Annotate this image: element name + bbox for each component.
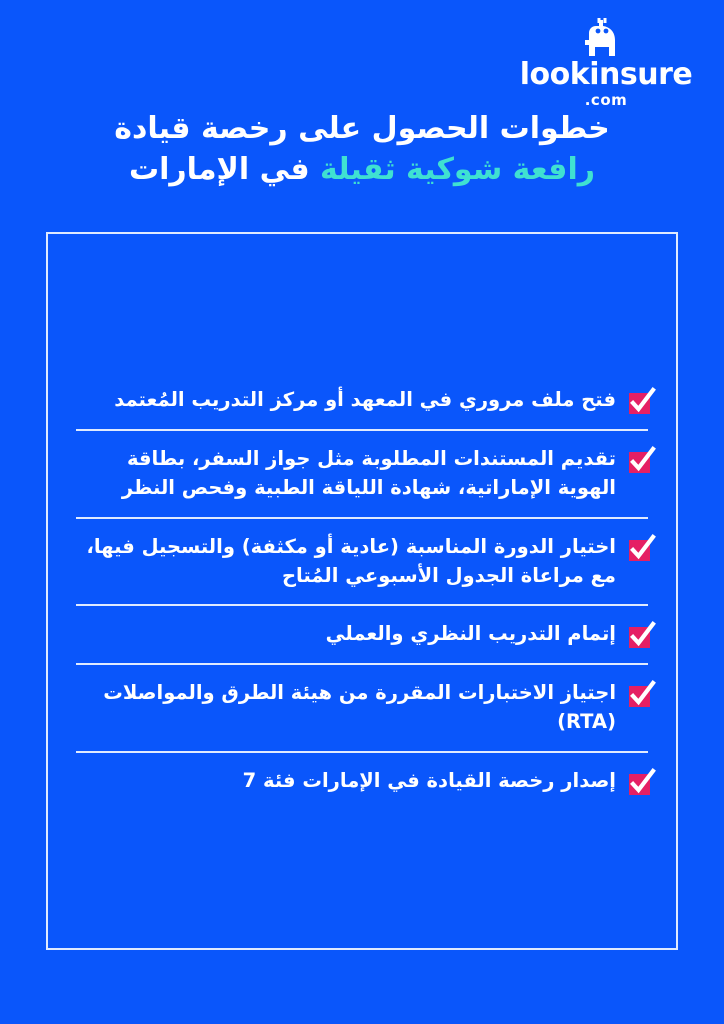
logo-domain: .com [584,91,628,109]
checkbox-checked-icon[interactable] [628,536,654,562]
step-text: تقديم المستندات المطلوبة مثل جواز السفر، بطاقة الهوية الإماراتية، شهادة اللياقة الطبية وفحص النظر [121,446,616,499]
step-item-2[interactable] [48,431,676,517]
logo-wordmark: lookinsure [519,57,693,92]
title-accent-text: رافعة شوكية ثقيلة [320,152,595,188]
checkbox-checked-icon[interactable] [628,682,654,708]
step-item-1[interactable] [48,372,676,429]
step-text: اختيار الدورة المناسبة (عادية أو مكثفة) والتسجيل فيها، مع مراعاة الجدول الأسبوعي المُتاح [86,534,616,587]
checkbox-checked-icon[interactable] [628,623,654,649]
page-title [0,108,724,191]
step-item-6[interactable] [48,753,676,810]
title-line-1: خطوات الحصول على رخصة قيادة [114,111,610,146]
steps-list [46,232,678,950]
title-line-2 [40,149,684,190]
checkbox-checked-icon[interactable] [628,770,654,796]
step-item-5[interactable] [48,665,676,751]
step-item-4[interactable] [48,606,676,663]
dog-mascot-icon [583,18,629,58]
checkbox-checked-icon[interactable] [628,448,654,474]
step-text: إصدار رخصة القيادة في الإمارات فئة 7 [242,769,616,793]
step-text: فتح ملف مروري في المعهد أو مركز التدريب المُعتمد [114,387,616,411]
brand-logo[interactable] [516,18,696,108]
title-line-2-rest: في الإمارات [128,152,310,188]
checkbox-checked-icon[interactable] [628,389,654,415]
step-text: إتمام التدريب النظري والعملي [325,622,616,646]
step-item-3[interactable] [48,519,676,605]
step-text: اجتياز الاختبارات المقررة من هيئة الطرق والمواصلات (RTA) [103,681,616,734]
